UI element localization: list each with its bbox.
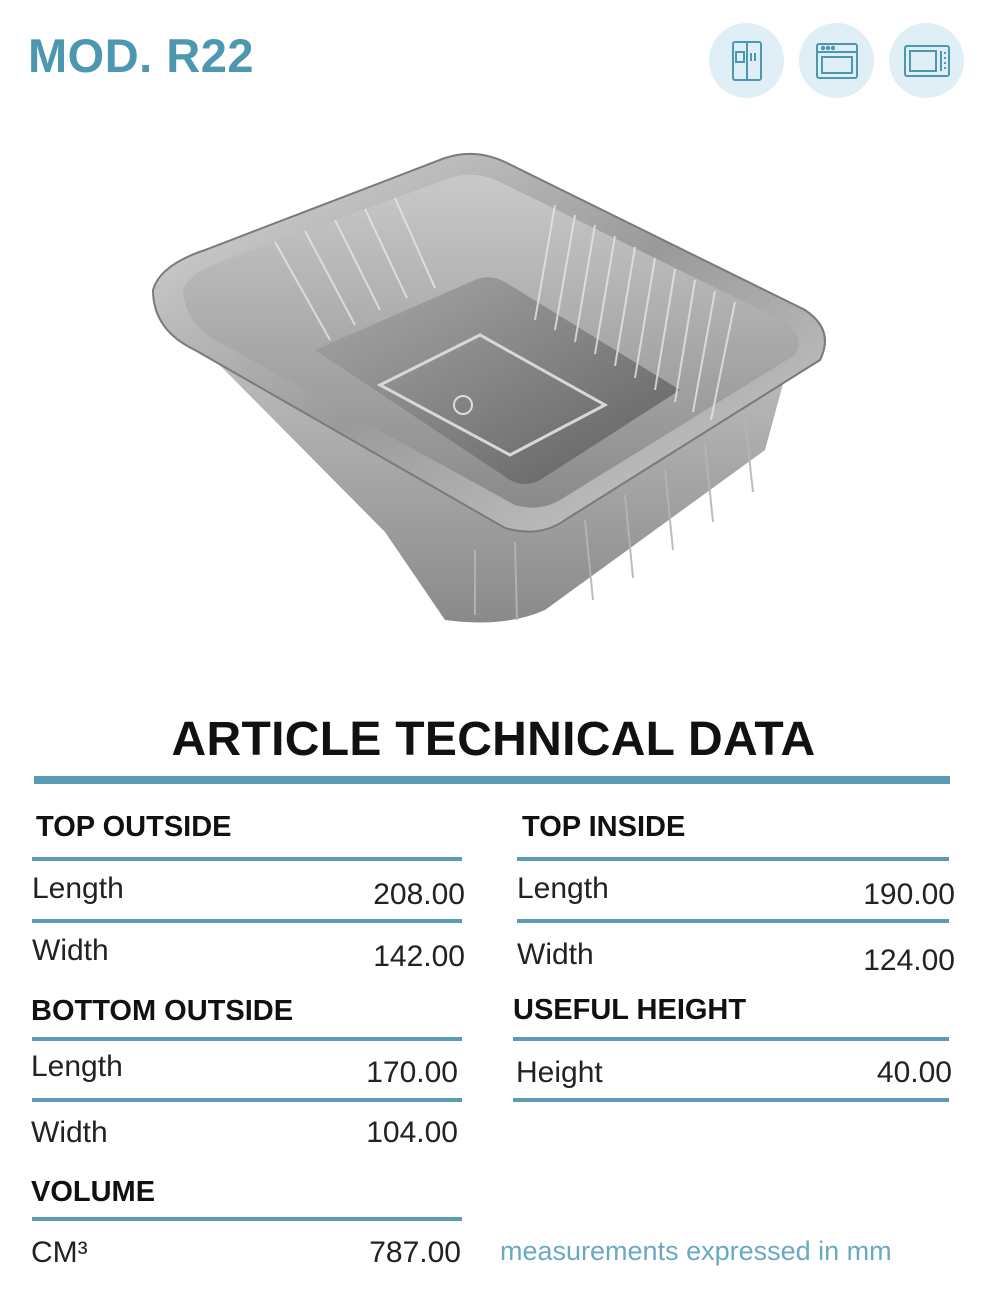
top-outside-length-label: Length: [32, 872, 124, 905]
divider: [32, 1098, 462, 1102]
volume-value: 787.00: [369, 1236, 461, 1269]
fridge-icon: [709, 23, 784, 98]
divider: [32, 1217, 462, 1221]
top-inside-title: TOP INSIDE: [522, 811, 686, 843]
divider: [513, 1037, 949, 1041]
top-inside-length-value: 190.00: [863, 878, 955, 911]
divider: [32, 919, 462, 923]
section-title: ARTICLE TECHNICAL DATA: [171, 713, 816, 766]
bottom-outside-title: BOTTOM OUTSIDE: [31, 995, 294, 1027]
divider: [517, 857, 949, 861]
useful-height-title: USEFUL HEIGHT: [513, 994, 747, 1026]
top-outside-width-value: 142.00: [373, 940, 465, 973]
divider: [32, 857, 462, 861]
top-outside-width-label: Width: [32, 934, 109, 967]
measurements-note: measurements expressed in mm: [500, 1236, 892, 1266]
divider: [513, 1098, 949, 1102]
top-outside-length-value: 208.00: [373, 878, 465, 911]
volume-unit-label: CM³: [31, 1236, 88, 1269]
top-inside-length-label: Length: [517, 872, 609, 905]
divider: [32, 1037, 462, 1041]
product-image: [145, 150, 835, 640]
volume-title: VOLUME: [31, 1176, 156, 1208]
divider: [517, 919, 949, 923]
bottom-outside-width-label: Width: [31, 1116, 108, 1149]
bottom-outside-length-label: Length: [31, 1050, 123, 1083]
model-title: MOD. R22: [28, 29, 254, 82]
bottom-outside-width-value: 104.00: [366, 1116, 458, 1149]
top-inside-width-label: Width: [517, 938, 594, 971]
top-outside-title: TOP OUTSIDE: [36, 811, 232, 843]
section-divider: [34, 776, 950, 784]
useful-height-value: 40.00: [876, 1056, 952, 1089]
top-inside-width-value: 124.00: [863, 944, 955, 977]
useful-height-label: Height: [516, 1056, 603, 1089]
bottom-outside-length-value: 170.00: [366, 1056, 458, 1089]
microwave-icon: [889, 23, 964, 98]
oven-icon: [799, 23, 874, 98]
